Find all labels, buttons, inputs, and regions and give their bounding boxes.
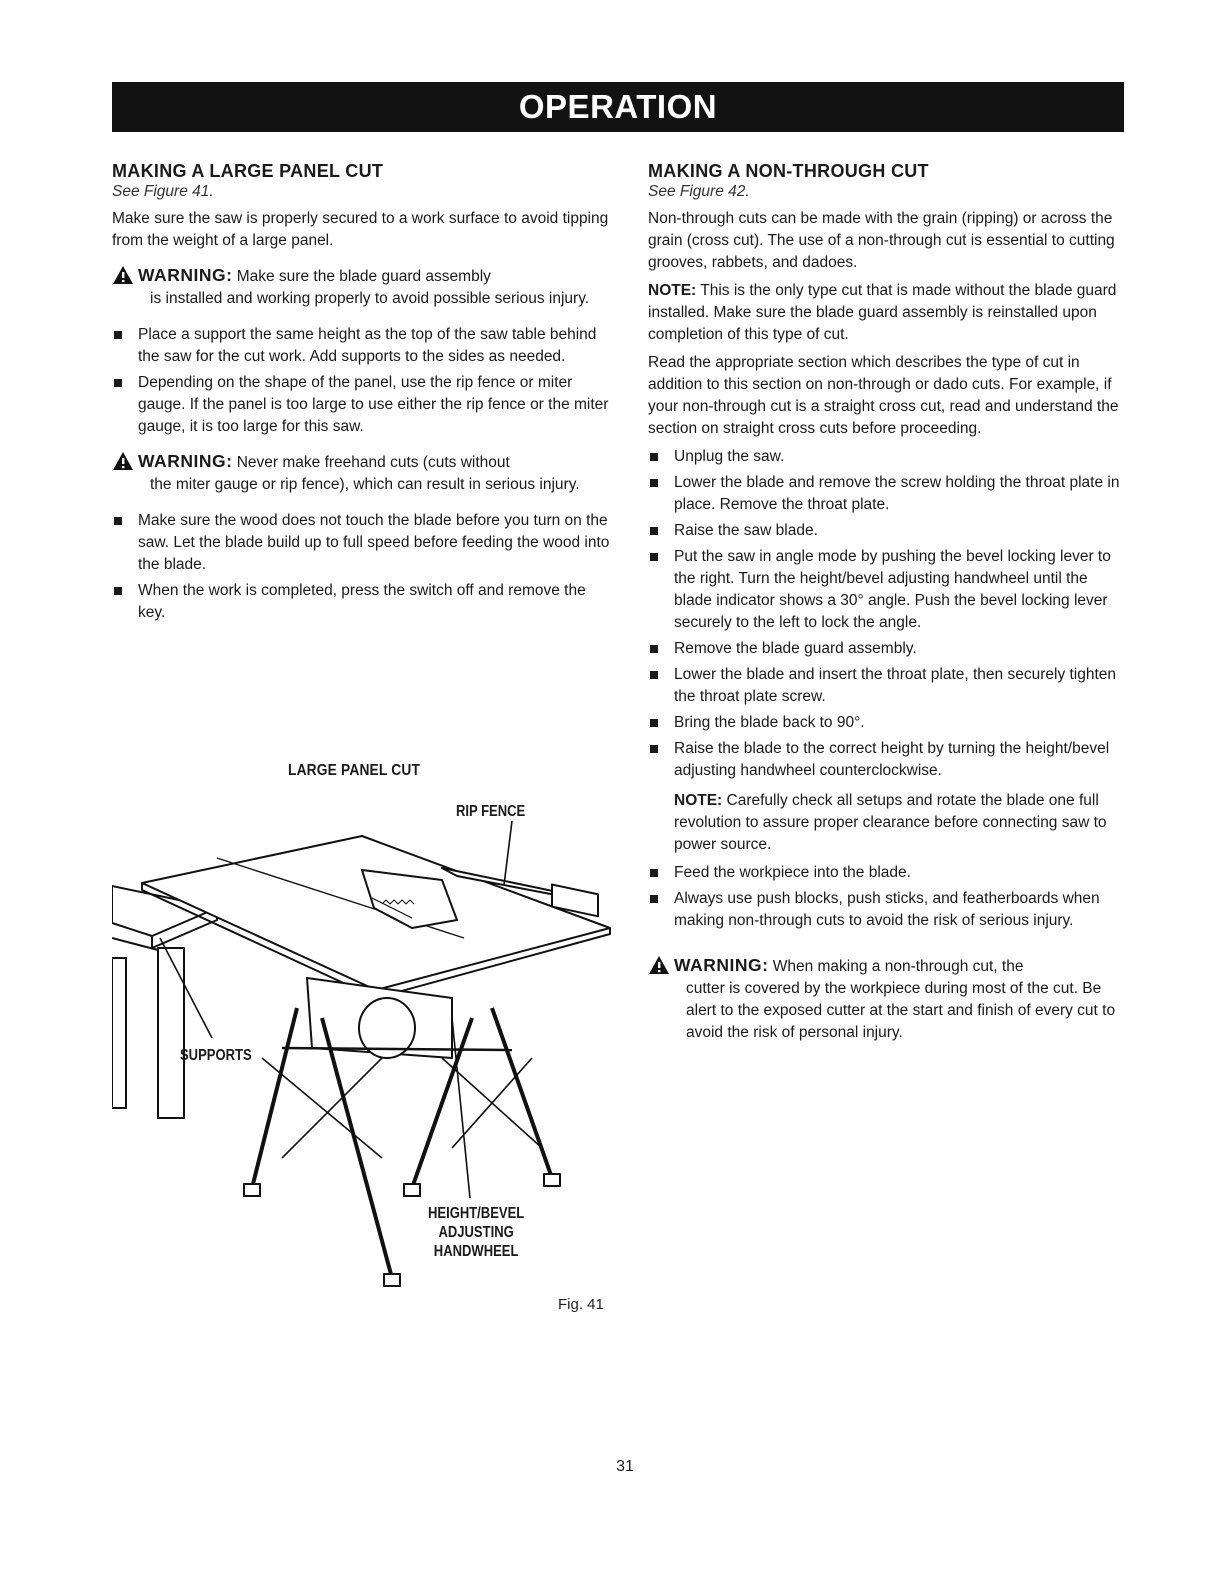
figure-41	[112, 758, 622, 1318]
left-see-figure: See Figure 41.	[112, 183, 214, 200]
warning-text-first: When making a non-through cut, the	[772, 958, 1024, 975]
bullet-icon	[114, 517, 122, 525]
warning-text-first: Make sure the blade guard assembly	[236, 268, 491, 285]
table-saw-illustration	[112, 758, 622, 1298]
right-note-2: NOTE: Carefully check all setups and rotate the blade one full revolution to assure proper clearance before connecting saw to power source.	[674, 792, 1107, 853]
list-item: Place a support the same height as the top of the saw table behind the saw for the cut work. Add supports to the sides as needed.	[112, 324, 612, 368]
right-bullet-list-1	[648, 446, 1128, 782]
list-item: Lower the blade and insert the throat plate, then securely tighten the throat plate screw.	[648, 664, 1128, 708]
list-item: Remove the blade guard assembly.	[648, 638, 1128, 660]
bullet-icon	[114, 587, 122, 595]
warning-block-1	[112, 264, 612, 310]
list-item: Unplug the saw.	[648, 446, 1128, 468]
section-banner: OPERATION	[112, 82, 1124, 132]
bullet-icon	[650, 527, 658, 535]
left-heading: MAKING A LARGE PANEL CUT	[112, 161, 384, 181]
bullet-icon	[114, 379, 122, 387]
list-item: Put the saw in angle mode by pushing the bevel locking lever to the right. Turn the height/bevel adjusting handwheel until the blade indicator shows a 30° angle. Push the bevel locking lever securely to the left to lock the angle.	[648, 546, 1128, 634]
left-bullet-list-2	[112, 510, 612, 624]
right-heading: MAKING A NON-THROUGH CUT	[648, 161, 929, 181]
warning-text-body: is installed and working properly to avoid possible serious injury.	[150, 290, 590, 307]
label-handwheel: HEIGHT/BEVEL ADJUSTING HANDWHEEL	[428, 1205, 525, 1260]
label-rip-fence: RIP FENCE	[456, 803, 526, 820]
warning-triangle-icon	[648, 955, 670, 975]
warning-triangle-icon	[112, 451, 134, 471]
bullet-icon	[650, 745, 658, 753]
right-note: NOTE: This is the only type cut that is made without the blade guard installed. Make sure the blade guard assembly is reinstalled upon completion of this type of cut.	[648, 282, 1117, 343]
figure-title: LARGE PANEL CUT	[288, 762, 421, 779]
list-item: Raise the blade to the correct height by turning the height/bevel adjusting handwheel counterclockwise.	[648, 738, 1128, 782]
right-column	[648, 160, 1128, 1058]
left-bullet-list-1	[112, 324, 612, 438]
list-item: Raise the saw blade.	[648, 520, 1128, 542]
bullet-icon	[650, 869, 658, 877]
warning-text-body: cutter is covered by the workpiece during most of the cut. Be alert to the exposed cutter at the start and finish of every cut to avoid the risk of personal injury.	[686, 980, 1116, 1041]
warning-title: WARNING:	[138, 451, 233, 471]
list-item: Depending on the shape of the panel, use the rip fence or miter gauge. If the panel is too large to use either the rip fence or the miter gauge, it is too large for this saw.	[112, 372, 612, 438]
bullet-icon	[650, 479, 658, 487]
label-supports: SUPPORTS	[180, 1047, 252, 1064]
left-column	[112, 160, 612, 632]
bullet-icon	[650, 453, 658, 461]
bullet-icon	[650, 895, 658, 903]
bullet-icon	[650, 553, 658, 561]
warning-block-2	[112, 450, 612, 496]
bullet-icon	[650, 645, 658, 653]
figure-caption: Fig. 41	[558, 1296, 604, 1313]
bullet-icon	[650, 671, 658, 679]
warning-text-body: the miter gauge or rip fence), which can result in serious injury.	[150, 476, 580, 493]
warning-triangle-icon	[112, 265, 134, 285]
warning-title: WARNING:	[674, 955, 769, 975]
list-item: When the work is completed, press the switch off and remove the key.	[112, 580, 612, 624]
right-see-figure: See Figure 42.	[648, 183, 750, 200]
warning-block-3	[648, 954, 1128, 1044]
list-item: Lower the blade and remove the screw holding the throat plate in place. Remove the throat plate.	[648, 472, 1128, 516]
bullet-icon	[650, 719, 658, 727]
list-item: Make sure the wood does not touch the blade before you turn on the saw. Let the blade build up to full speed before feeding the wood into the blade.	[112, 510, 612, 576]
left-intro: Make sure the saw is properly secured to a work surface to avoid tipping from the weight of a large panel.	[112, 210, 609, 249]
right-read: Read the appropriate section which describes the type of cut in addition to this section on non-through or dado cuts. For example, if your non-through cut is a straight cross cut, read and understand the section on straight cross cuts before proceeding.	[648, 354, 1119, 437]
list-item: Bring the blade back to 90°.	[648, 712, 1128, 734]
list-item: Feed the workpiece into the blade.	[648, 862, 1128, 884]
right-intro: Non-through cuts can be made with the grain (ripping) or across the grain (cross cut). The use of a non-through cut is essential to cutting grooves, rabbets, and dadoes.	[648, 210, 1115, 271]
page-number: 31	[616, 1458, 634, 1475]
warning-text-first: Never make freehand cuts (cuts without	[236, 454, 510, 471]
warning-title: WARNING:	[138, 265, 233, 285]
right-bullet-list-2	[648, 862, 1128, 932]
list-item: Always use push blocks, push sticks, and featherboards when making non-through cuts to avoid the risk of serious injury.	[648, 888, 1128, 932]
bullet-icon	[114, 331, 122, 339]
